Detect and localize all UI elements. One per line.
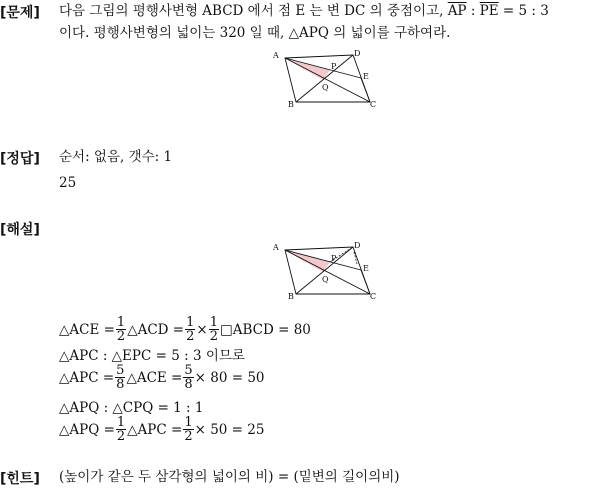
- answer-meta: 순서: 없음, 갯수: 1: [59, 149, 173, 165]
- explanation-label: [해설]: [0, 222, 40, 238]
- hint-label: [힌트]: [0, 471, 40, 487]
- label-q: Q: [322, 275, 329, 284]
- denominator: 8: [184, 377, 193, 392]
- label-c: C: [370, 100, 377, 109]
- label-b: B: [288, 292, 294, 301]
- denominator: 2: [186, 329, 195, 344]
- denominator: 2: [116, 429, 126, 444]
- fraction: [183, 416, 193, 443]
- eq-text: △ACD =: [127, 321, 185, 338]
- denominator: 8: [116, 377, 125, 392]
- explanation-figure: [268, 238, 383, 302]
- numerator: 1: [116, 315, 126, 330]
- fraction: [209, 316, 219, 343]
- equation-ace: [59, 316, 311, 343]
- problem-line-1: [59, 3, 549, 19]
- parallelogram-figure: [268, 46, 383, 110]
- label-e: E: [363, 72, 369, 81]
- numerator: 5: [116, 363, 125, 378]
- segment-ap: $\overline{AP}$: [447, 3, 467, 19]
- eq-text: □ABCD = 80: [219, 321, 311, 338]
- equation-apq: [59, 416, 264, 443]
- problem-label: [문제]: [0, 5, 40, 21]
- diagonal-ac: [285, 58, 370, 102]
- fraction: [183, 364, 193, 391]
- diagonal-ac: [285, 250, 370, 294]
- answer-value: 25: [59, 175, 77, 191]
- label-b: B: [288, 100, 294, 109]
- segment-pe: $\overline{PE}$: [479, 3, 499, 19]
- numerator: 1: [209, 315, 218, 330]
- problem-line-2: 이다. 평행사변형의 넓이는 320 일 때, △APQ 의 넓이를 구하여라.: [59, 25, 451, 41]
- hint-text: (높이가 같은 두 삼각형의 넓이의 비) = (밑변의 길이의비): [59, 469, 400, 485]
- ratio-value: = 5 : 3: [498, 3, 549, 19]
- eq-text: × 80 = 50: [194, 369, 265, 386]
- fraction: [185, 316, 195, 343]
- denominator: 2: [116, 329, 126, 344]
- numerator: 1: [116, 415, 126, 430]
- numerator: 1: [186, 315, 195, 330]
- numerator: 1: [184, 415, 193, 430]
- eq-text: ×: [196, 321, 208, 338]
- denominator: 2: [184, 429, 193, 444]
- label-e: E: [363, 264, 369, 273]
- eq-text: × 50 = 25: [194, 421, 265, 438]
- denominator: 2: [209, 329, 218, 344]
- label-c: C: [370, 292, 377, 301]
- eq-text: △ACE =: [59, 321, 115, 338]
- label-d: D: [354, 49, 361, 58]
- label-a: A: [273, 51, 279, 60]
- eq-text: △APC =: [127, 421, 183, 438]
- numerator: 5: [184, 363, 193, 378]
- segment-bd: [296, 247, 353, 294]
- label-a: A: [273, 243, 279, 252]
- problem-text: 다음 그림의 평행사변형 ABCD 에서 점 E 는 변 DC 의 중점이고,: [59, 3, 448, 19]
- segment-bd: [296, 55, 353, 102]
- eq-text: △APC =: [59, 369, 115, 386]
- equation-ratio-apq-cpq: △APQ : △CPQ = 1 : 1: [59, 400, 204, 416]
- label-p: P: [331, 254, 337, 263]
- label-p: P: [331, 62, 337, 71]
- fraction: [115, 364, 125, 391]
- fraction: [116, 316, 126, 343]
- answer-label: [정답]: [0, 151, 40, 167]
- fraction: [116, 416, 126, 443]
- equation-ratio-apc-epc: △APC : △EPC = 5 : 3 이므로: [59, 348, 245, 364]
- label-d: D: [354, 241, 361, 250]
- eq-text: △APQ =: [59, 421, 115, 438]
- ratio-colon: :: [466, 3, 480, 19]
- label-q: Q: [322, 83, 329, 92]
- eq-text: △ACE =: [126, 369, 183, 386]
- equation-apc: [59, 364, 265, 391]
